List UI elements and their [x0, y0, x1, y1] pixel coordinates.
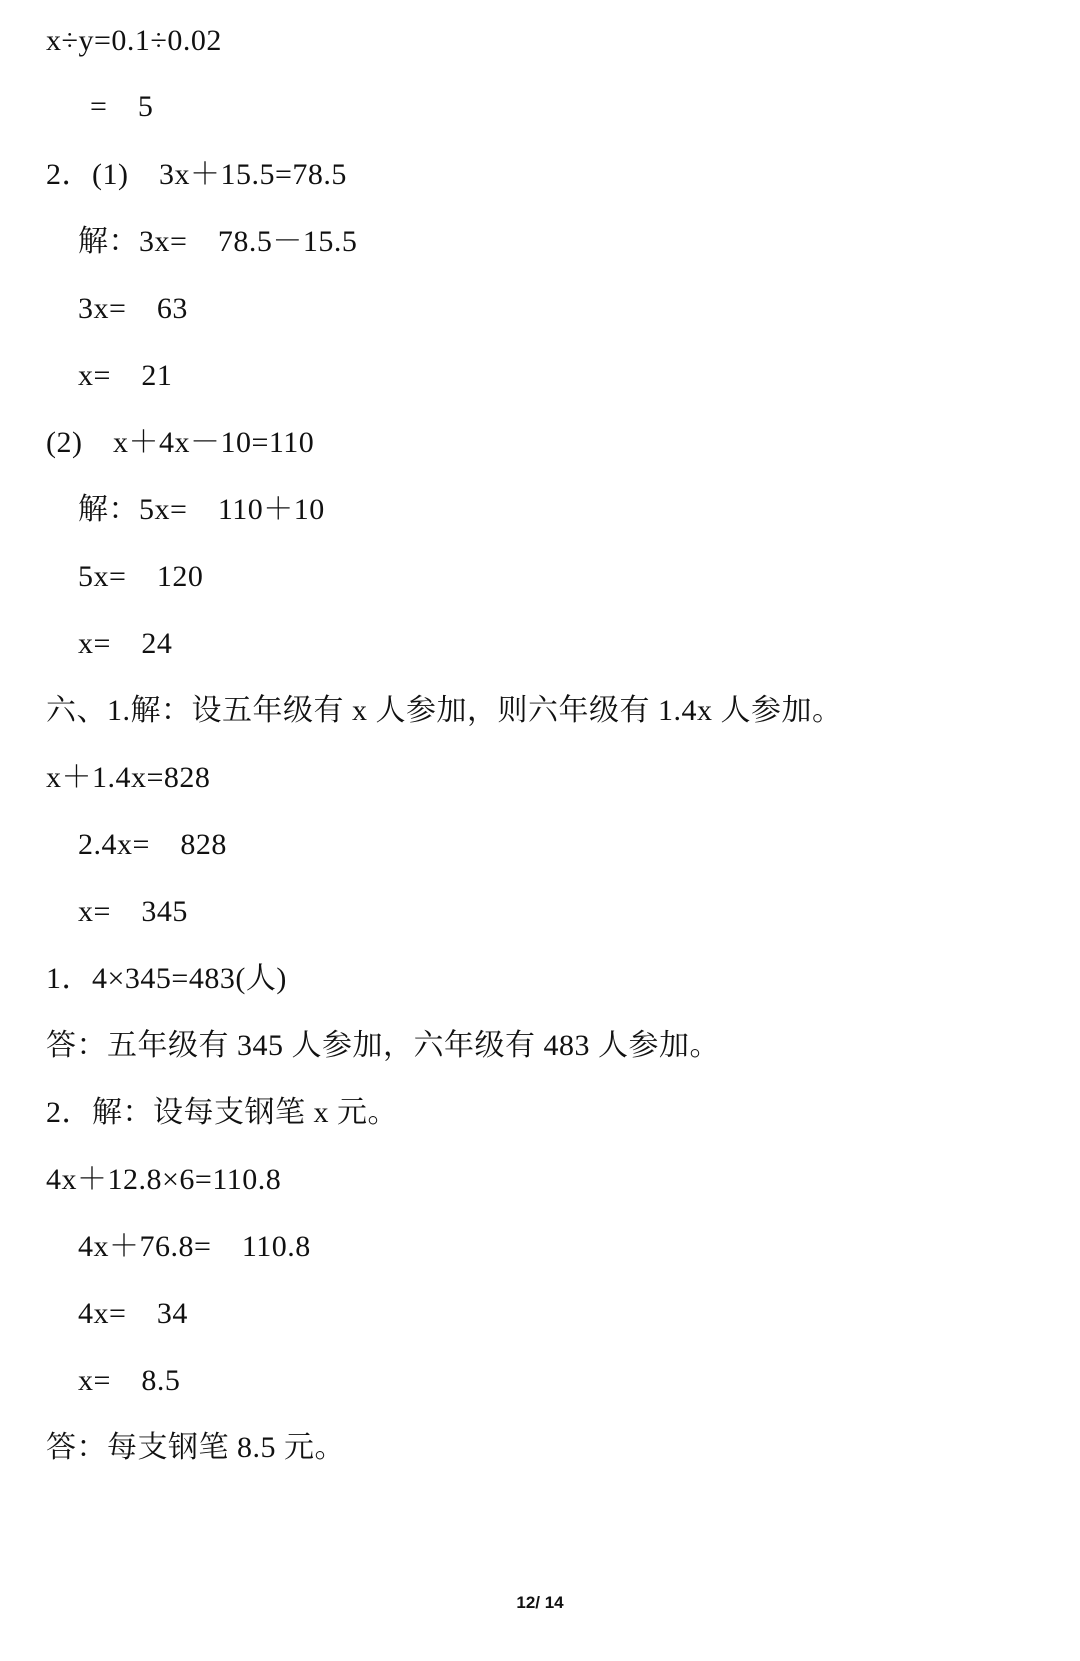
solution-step: 解：3x= 78.5－15.5 [78, 225, 358, 258]
equation-line-1: x÷y=0.1÷0.02 [46, 24, 222, 57]
solution-step: 4x= 34 [78, 1297, 188, 1330]
calculation-line: 1．4×345=483(人) [46, 962, 287, 995]
solution-step: 3x= 63 [78, 292, 188, 325]
section-6-problem-1: 六、1.解：设五年级有 x 人参加，则六年级有 1.4x 人参加。 [46, 694, 843, 727]
problem-2-1-heading: 2．(1) 3x＋15.5=78.5 [46, 158, 347, 191]
solution-step: x= 345 [78, 895, 188, 928]
solution-step: x= 24 [78, 627, 173, 660]
solution-step: 4x＋76.8= 110.8 [78, 1230, 311, 1263]
solution-step: 2.4x= 828 [78, 828, 227, 861]
answer-line: 答：每支钢笔 8.5 元。 [46, 1431, 345, 1464]
page-number: 12/ 14 [516, 1593, 564, 1612]
solution-step: 5x= 120 [78, 560, 204, 593]
equation-line-2: = 5 [90, 90, 154, 123]
solution-step: 解：5x= 110＋10 [78, 493, 325, 526]
answer-line: 答：五年级有 345 人参加，六年级有 483 人参加。 [46, 1029, 720, 1062]
equation-line: x＋1.4x=828 [46, 761, 211, 794]
solution-step: x= 21 [78, 359, 173, 392]
equation-line: 4x＋12.8×6=110.8 [46, 1163, 282, 1196]
solution-step: x= 8.5 [78, 1364, 181, 1397]
problem-2-heading: 2．解：设每支钢笔 x 元。 [46, 1096, 398, 1129]
problem-2-2-heading: (2) x＋4x－10=110 [46, 426, 315, 459]
